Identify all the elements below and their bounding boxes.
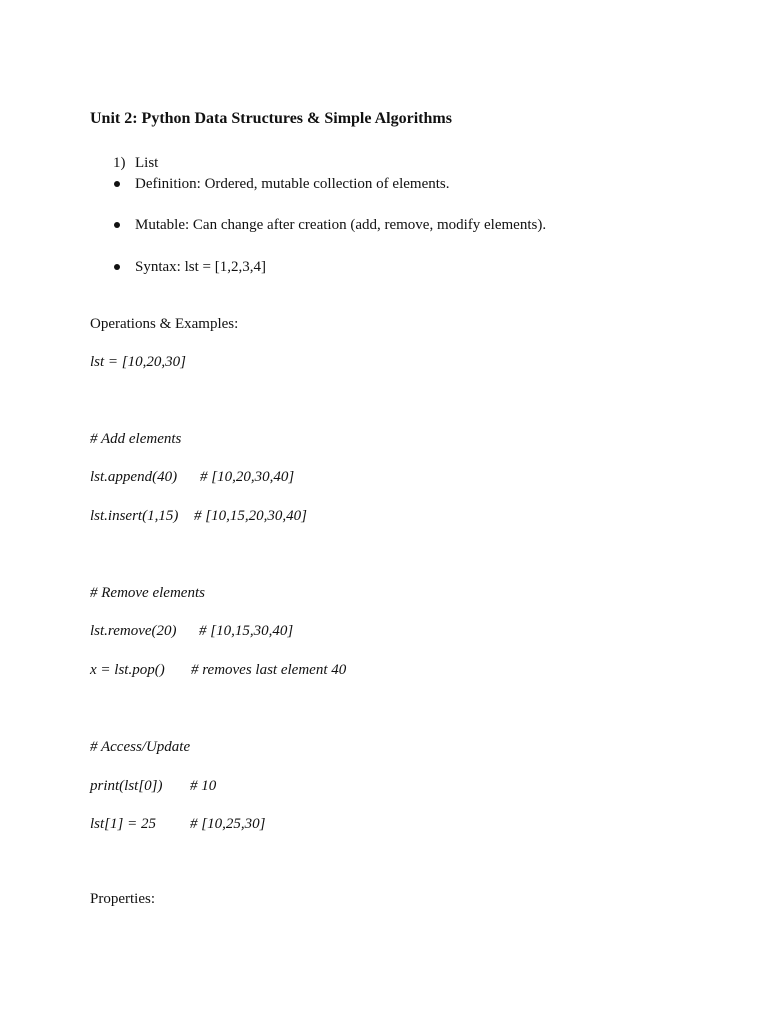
code-remove-comment: # [10,15,30,40] <box>199 623 294 639</box>
bullet-mutable: Mutable: Can change after creation (add, remove, modify elements). <box>135 217 547 233</box>
code-access-heading: # Access/Update <box>90 739 191 755</box>
code-pop: x = lst.pop() <box>90 662 165 678</box>
section-number: 1) <box>113 155 126 171</box>
operations-heading: Operations & Examples: <box>90 316 239 332</box>
bullet-definition: Definition: Ordered, mutable collection of elements. <box>135 176 450 192</box>
code-update: lst[1] = 25 <box>90 816 156 832</box>
code-append-comment: # [10,20,30,40] <box>200 469 295 485</box>
code-print-comment: # 10 <box>190 778 217 794</box>
code-print: print(lst[0]) <box>90 778 163 794</box>
code-add-comment: # Add elements <box>90 431 182 447</box>
bullet-marker <box>114 264 120 270</box>
code-pop-comment: # removes last element 40 <box>191 662 347 678</box>
properties-heading: Properties: <box>90 891 155 907</box>
section-heading: List <box>135 155 159 171</box>
bullet-marker <box>114 222 120 228</box>
bullet-marker <box>114 181 120 187</box>
code-remove-heading: # Remove elements <box>90 585 205 601</box>
code-remove: lst.remove(20) <box>90 623 177 639</box>
code-insert-comment: # [10,15,20,30,40] <box>194 508 307 524</box>
code-update-comment: # [10,25,30] <box>190 816 266 832</box>
code-append: lst.append(40) <box>90 469 178 485</box>
document-title: Unit 2: Python Data Structures & Simple Algorithms <box>90 110 452 127</box>
code-init: lst = [10,20,30] <box>90 354 186 370</box>
code-insert: lst.insert(1,15) <box>90 508 179 524</box>
bullet-syntax: Syntax: lst = [1,2,3,4] <box>135 259 266 275</box>
